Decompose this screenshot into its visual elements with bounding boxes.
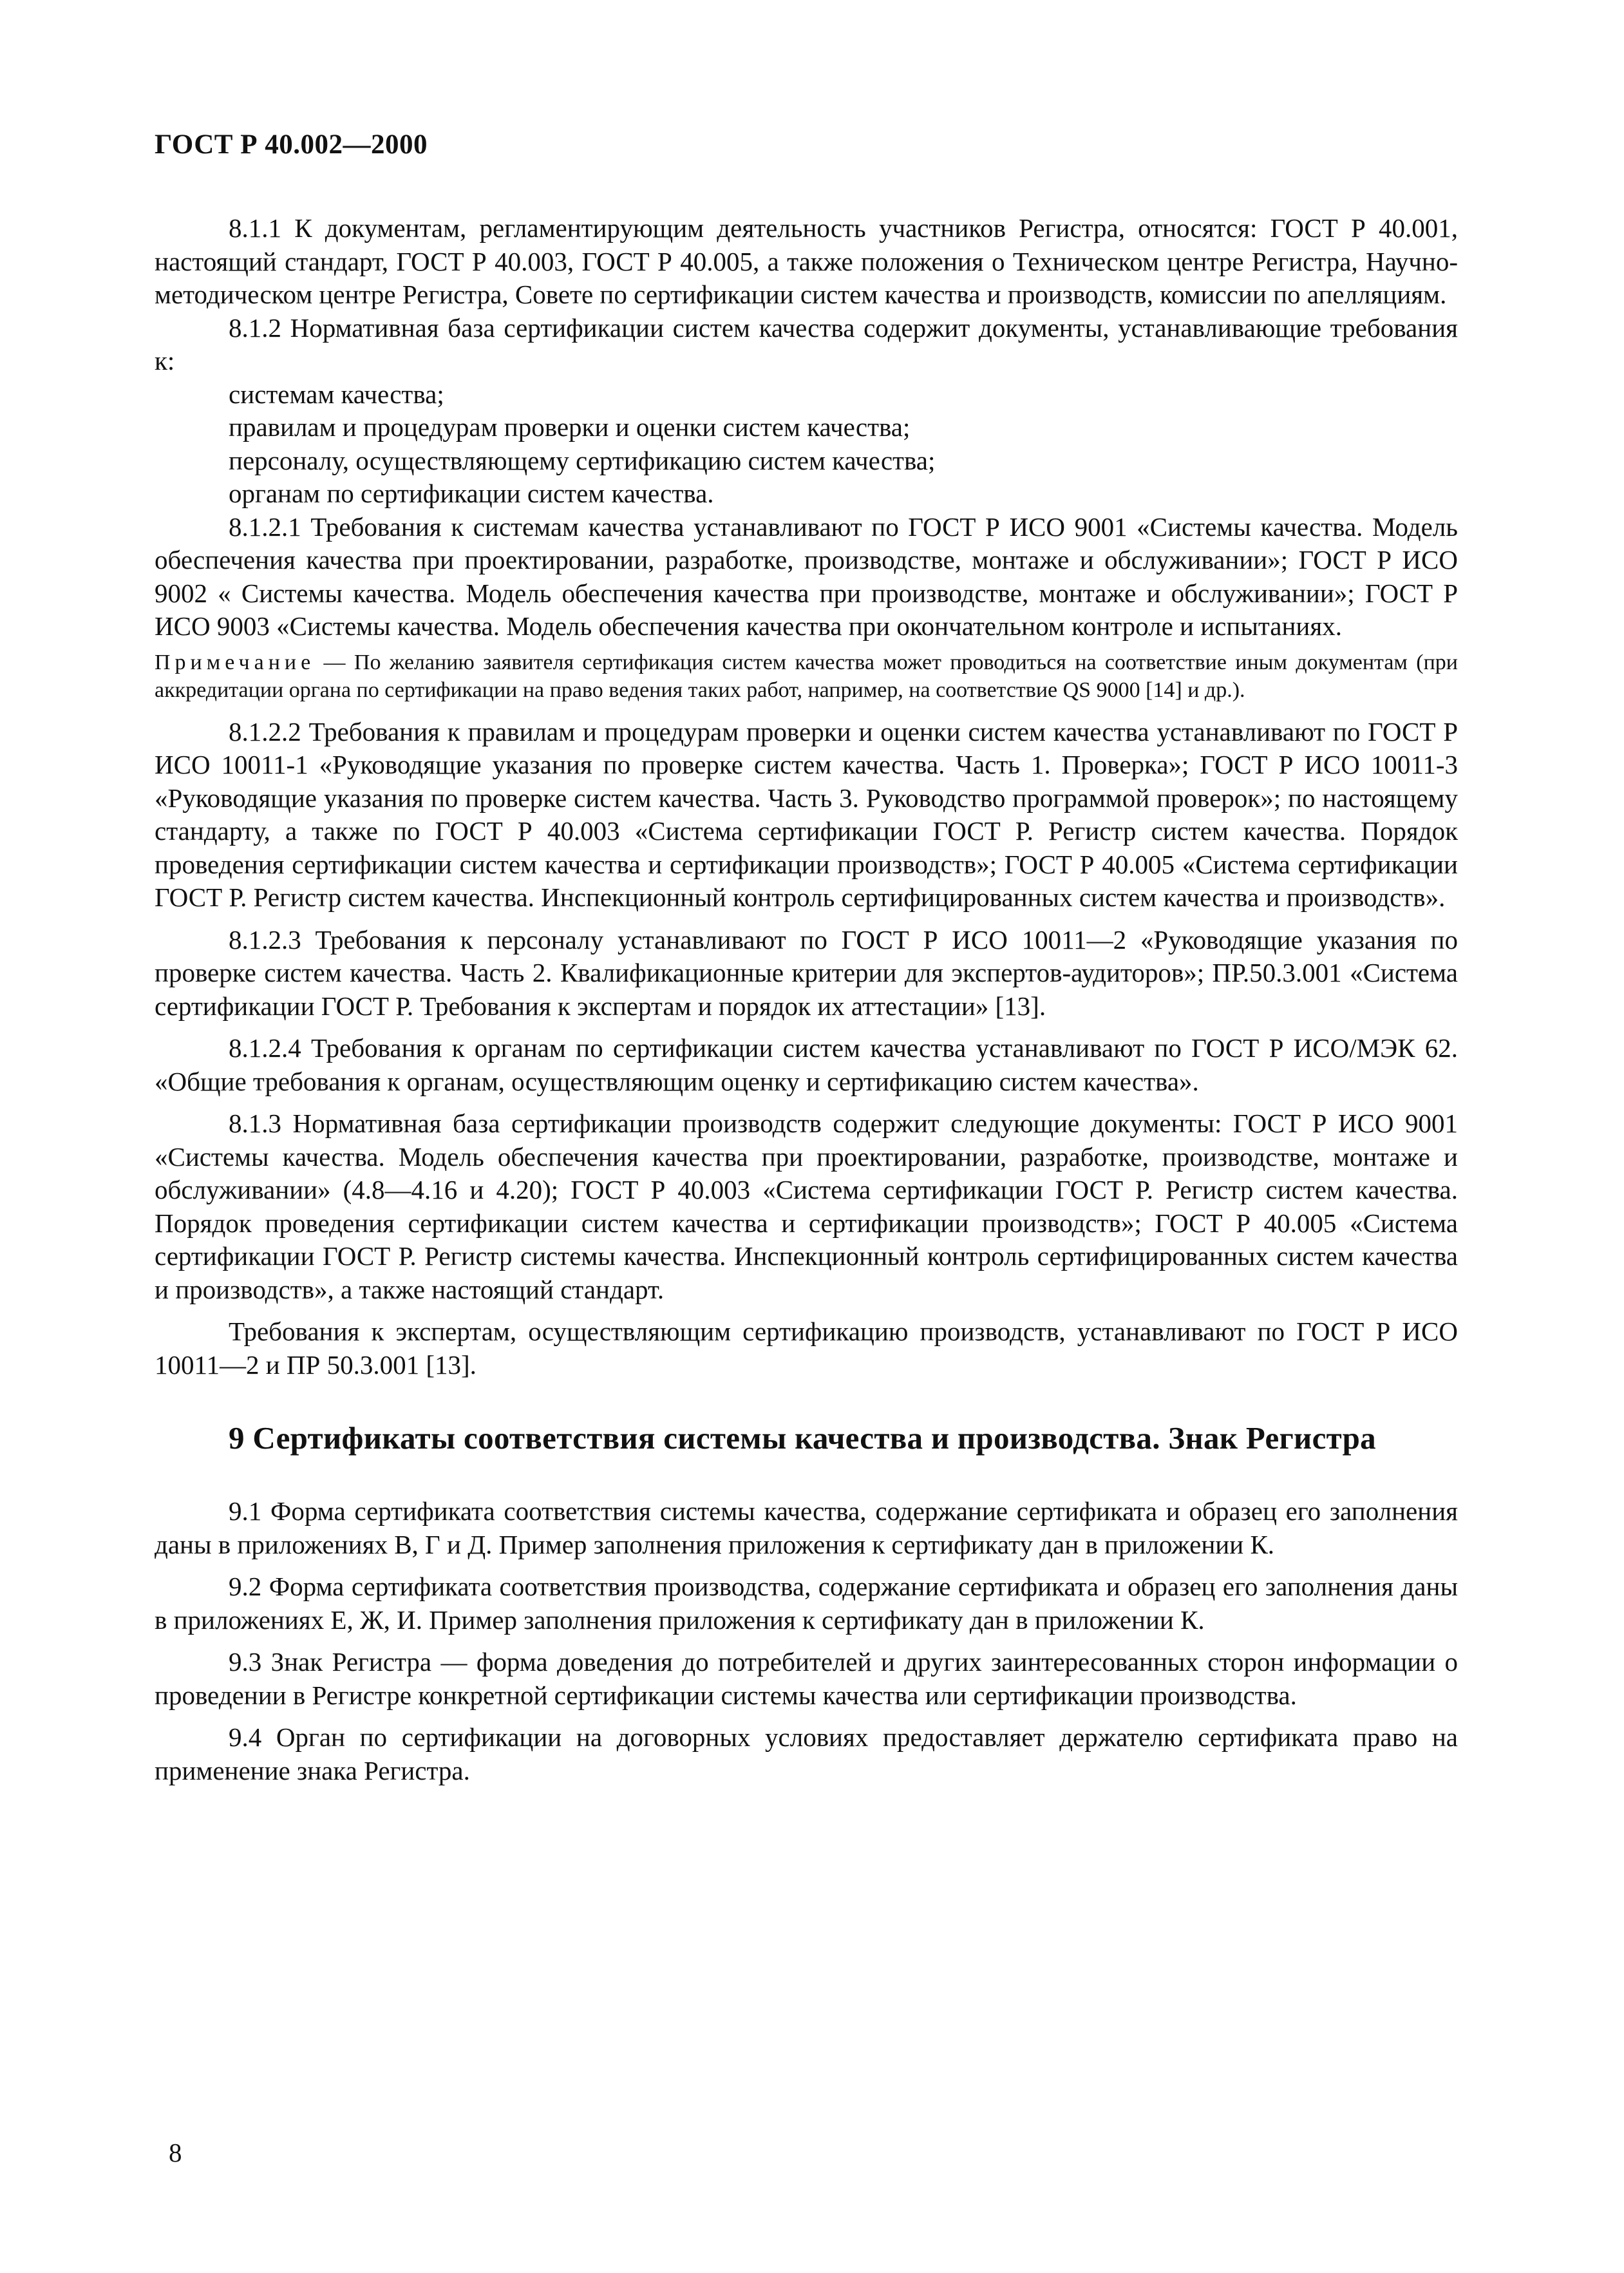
- paragraph-9-3: 9.3 Знак Регистра — форма доведения до потребителей и других заинтересованных сторон информации о проведении в Регистре конкретной сертификации системы качества или сертификации производства.: [155, 1647, 1458, 1710]
- list-item: системам качества;: [229, 379, 444, 409]
- paragraph-experts: Требования к экспертам, осуществляющим сертификацию производств, устанавливают по ГОСТ Р ИСО 10011—2 и ПР 50.3.001 [13].: [155, 1317, 1458, 1380]
- list-item: правилам и процедурам проверки и оценки систем качества;: [229, 412, 911, 442]
- paragraph-8-1-2-3: 8.1.2.3 Требования к персоналу устанавливают по ГОСТ Р ИСО 10011—2 «Руководящие указания по проверке систем качества. Часть 2. Квалификационные критерии для экспертов-аудиторов»; ПР.50.3.001 «Система сертификации ГОСТ Р. Требования к экспертам и порядок их аттестации» [13].: [155, 924, 1458, 1021]
- note-text: — По желанию заявителя сертификация систем качества может проводиться на соответствие иным документам (при аккредитации органа по сертификации на право ведения таких работ, например, на соответствие QS 9000 [14] и др.).: [155, 650, 1458, 702]
- document-code-header: ГОСТ Р 40.002—2000: [155, 129, 428, 160]
- paragraph-8-1-1: 8.1.1 К документам, регламентирующим деятельность участников Регистра, относятся: ГОСТ Р 40.001, настоящий стандарт, ГОСТ Р 40.003, ГОСТ Р 40.005, а также положения о Техническом центре Регистра, Научно-методическом центре Регистра, Совете по сертификации систем качества и производств, комиссии по апелляциям.: [155, 213, 1458, 309]
- document-page: [155, 129, 1458, 1787]
- note: [155, 649, 1458, 704]
- paragraph-9-4: 9.4 Орган по сертификации на договорных условиях предоставляет держателю сертификата право на применение знака Регистра.: [155, 1722, 1458, 1785]
- paragraph-9-2: 9.2 Форма сертификата соответствия производства, содержание сертификата и образец его заполнения даны в приложениях Е, Ж, И. Пример заполнения приложения к сертификату дан в приложении К.: [155, 1572, 1458, 1635]
- list-item: органам по сертификации систем качества.: [229, 479, 714, 508]
- paragraph-8-1-2-2: 8.1.2.2 Требования к правилам и процедурам проверки и оценки систем качества устанавливают по ГОСТ Р ИСО 10011-1 «Руководящие указания по проверке систем качества. Часть 1. Проверка»; ГОСТ Р ИСО 10011-3 «Руководящие указания по проверке систем качества. Часть 3. Руководство программой проверок»; по настоящему стандарту, а также по ГОСТ Р 40.003 «Система сертификации ГОСТ Р. Регистр систем качества. Порядок проведения сертификации систем качества и сертификации производств»; ГОСТ Р 40.005 «Система сертификации ГОСТ Р. Регистр систем качества. Инспекционный контроль сертифицированных систем качества и производств».: [155, 716, 1458, 912]
- paragraph-8-1-2-4: 8.1.2.4 Требования к органам по сертификации систем качества устанавливают по ГОСТ Р ИСО/МЭК 62. «Общие требования к органам, осуществляющим оценку и сертификацию систем качества».: [155, 1033, 1458, 1096]
- paragraph-8-1-2: 8.1.2 Нормативная база сертификации систем качества содержит документы, устанавливающие требования к:: [155, 312, 1458, 376]
- paragraph-8-1-3: 8.1.3 Нормативная база сертификации производств содержит следующие документы: ГОСТ Р ИСО 9001 «Системы качества. Модель обеспечения качества при проектировании, разработке, производстве, монтаже и обслуживании» (4.8—4.16 и 4.20); ГОСТ Р 40.003 «Система сертификации ГОСТ Р. Регистр систем качества. Порядок проведения сертификации систем качества и сертификации производств»; ГОСТ Р 40.005 «Система сертификации ГОСТ Р. Регистр системы качества. Инспекционный контроль сертифицированных систем качества и производств», а также настоящий стандарт.: [155, 1108, 1458, 1304]
- page-number: 8: [169, 2138, 182, 2167]
- paragraph-8-1-2-1: 8.1.2.1 Требования к системам качества устанавливают по ГОСТ Р ИСО 9001 «Системы качества. Модель обеспечения качества при проектировании, разработке, производстве, монтаже и обслуживании»; ГОСТ Р ИСО 9002 « Системы качества. Модель обеспечения качества при производстве, монтаже и обслуживании»; ГОСТ Р ИСО 9003 «Системы качества. Модель обеспечения качества при окончательном контроле и испытаниях.: [155, 511, 1458, 641]
- paragraph-9-1: 9.1 Форма сертификата соответствия системы качества, содержание сертификата и образец его заполнения даны в приложениях В, Г и Д. Пример заполнения приложения к сертификату дан в приложении К.: [155, 1496, 1458, 1559]
- note-label: Примечание: [155, 650, 316, 674]
- section-9-title: 9 Сертификаты соответствия системы качества и производства. Знак Регистра: [229, 1420, 1376, 1456]
- list-item: персоналу, осуществляющему сертификацию систем качества;: [229, 445, 936, 475]
- requirements-list: [155, 378, 1458, 511]
